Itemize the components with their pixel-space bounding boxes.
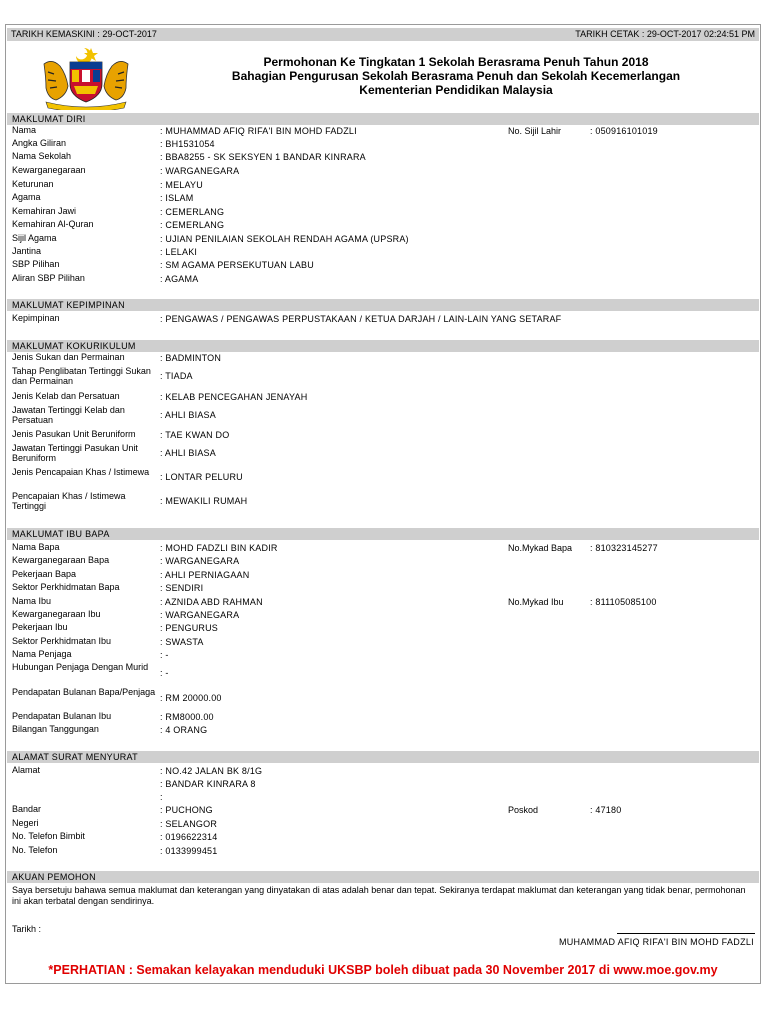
last-updated-date: TARIKH KEMASKINI : 29-OCT-2017 — [11, 29, 157, 39]
document-title — [150, 55, 762, 97]
section-header-diri: MAKLUMAT DIRI — [7, 113, 759, 125]
negeri-value: : SELANGOR — [160, 819, 218, 829]
ibubapa-field-label: Sektor Perkhidmatan Ibu — [12, 636, 112, 646]
diri-field-value: : CEMERLANG — [160, 207, 225, 217]
diri-field-value: : LELAKI — [160, 247, 198, 257]
tarikh-label: Tarikh : — [12, 924, 42, 934]
alamat-line-3: : — [160, 792, 163, 802]
ibubapa-field-value: : PENGURUS — [160, 623, 219, 633]
ibubapa-field-value: : AZNIDA ABD RAHMAN — [160, 597, 263, 607]
koku-field-label: Tahap Penglibatan Tertinggi Sukan dan Permainan — [12, 366, 151, 386]
signature-line — [617, 933, 755, 934]
ibubapa-field-value: : RM 20000.00 — [160, 693, 222, 703]
ibubapa-field-label: Pekerjaan Bapa — [12, 569, 77, 579]
print-date: TARIKH CETAK : 29-OCT-2017 02:24:51 PM — [575, 29, 755, 39]
ibubapa-field-label: Bilangan Tanggungan — [12, 724, 99, 734]
diri-field-value: : BH1531054 — [160, 139, 215, 149]
telefon-bimbit-label: No. Telefon Bimbit — [12, 831, 85, 841]
koku-field-label: Jenis Pencapaian Khas / Istimewa — [12, 467, 150, 477]
ibubapa-field-value: : WARGANEGARA — [160, 556, 240, 566]
koku-field-label: Jenis Pasukan Unit Beruniform — [12, 429, 136, 439]
diri-field-value: : CEMERLANG — [160, 220, 225, 230]
diri-field-value: : SM AGAMA PERSEKUTUAN LABU — [160, 260, 314, 270]
ibubapa-field-value: : RM8000.00 — [160, 712, 214, 722]
print-header-bar — [7, 28, 759, 41]
ibubapa-field-value: : SWASTA — [160, 637, 204, 647]
koku-field-label: Pencapaian Khas / Istimewa Tertinggi — [12, 491, 126, 511]
title-line-2: Bahagian Pengurusan Sekolah Berasrama Penuh dan Sekolah Kecemerlangan — [231, 69, 681, 83]
section-header-ibubapa: MAKLUMAT IBU BAPA — [7, 528, 759, 540]
diri-field-label: Nama — [12, 125, 37, 135]
koku-field-value: : TIADA — [160, 371, 193, 381]
notice-banner: *PERHATIAN : Semakan kelayakan menduduki UKSBP boleh dibuat pada 30 November 2017 di www.moe.gov.my — [48, 963, 718, 977]
diri-field-label: Nama Sekolah — [12, 151, 72, 161]
koku-field-value: : LONTAR PELURU — [160, 472, 243, 482]
diri-field-label: Kewarganegaraan — [12, 165, 86, 175]
negeri-label: Negeri — [12, 818, 39, 828]
ibubapa-field-label: Pendapatan Bulanan Ibu — [12, 711, 112, 721]
ibubapa-field-value: : MOHD FADZLI BIN KADIR — [160, 543, 278, 553]
malaysia-coat-of-arms-icon — [36, 46, 136, 110]
kepimpinan-label: Kepimpinan — [12, 313, 60, 323]
title-line-1: Permohonan Ke Tingkatan 1 Sekolah Berasrama Penuh Tahun 2018 — [263, 55, 649, 69]
alamat-line-2: : BANDAR KINRARA 8 — [160, 779, 256, 789]
telefon-value: : 0133999451 — [160, 846, 218, 856]
koku-field-label: Jenis Kelab dan Persatuan — [12, 391, 120, 401]
ibubapa-field-label: Nama Ibu — [12, 596, 52, 606]
poskod-value: : 47180 — [590, 805, 622, 815]
diri-field-value: : AGAMA — [160, 274, 199, 284]
ibubapa-field-value: : AHLI PERNIAGAAN — [160, 570, 250, 580]
ibubapa-field-label: Kewarganegaraan Ibu — [12, 609, 101, 619]
ibubapa-field-value: : WARGANEGARA — [160, 610, 240, 620]
bandar-value: : PUCHONG — [160, 805, 213, 815]
koku-field-value: : AHLI BIASA — [160, 410, 216, 420]
ibubapa-field-value: : 4 ORANG — [160, 725, 208, 735]
diri-field-value: : MUHAMMAD AFIQ RIFA'I BIN MOHD FADZLI — [160, 126, 357, 136]
ibubapa-field-value: : - — [160, 650, 169, 660]
kepimpinan-value: : PENGAWAS / PENGAWAS PERPUSTAKAAN / KETUA DARJAH / LAIN-LAIN YANG SETARAF — [160, 314, 562, 324]
koku-field-label: Jawatan Tertinggi Kelab dan Persatuan — [12, 405, 125, 425]
poskod-label: Poskod — [508, 805, 539, 815]
koku-field-label: Jenis Sukan dan Permainan — [12, 352, 125, 362]
sijil-lahir-value: : 050916101019 — [590, 126, 658, 136]
koku-field-value: : MEWAKILI RUMAH — [160, 496, 248, 506]
section-header-kokurikulum: MAKLUMAT KOKURIKULUM — [7, 340, 759, 352]
section-header-alamat: ALAMAT SURAT MENYURAT — [7, 751, 759, 763]
koku-field-value: : KELAB PENCEGAHAN JENAYAH — [160, 392, 308, 402]
ibubapa-field-label: Pendapatan Bulanan Bapa/Penjaga — [12, 687, 156, 697]
sijil-lahir-label: No. Sijil Lahir — [508, 126, 562, 136]
section-header-akuan: AKUAN PEMOHON — [7, 871, 759, 883]
diri-field-value: : UJIAN PENILAIAN SEKOLAH RENDAH AGAMA (UPSRA) — [160, 234, 409, 244]
diri-field-label: Kemahiran Jawi — [12, 206, 77, 216]
ibubapa-field-label: Kewarganegaraan Bapa — [12, 555, 110, 565]
declaration-text: Saya bersetuju bahawa semua maklumat dan keterangan yang dinyatakan di atas adalah benar dan tepat. Sekiranya terdapat maklumat dan keterangan yang tidak benar, permohonan ini akan terbatal dengan sendirinya. — [12, 885, 746, 906]
koku-field-value: : TAE KWAN DO — [160, 430, 230, 440]
koku-field-value: : BADMINTON — [160, 353, 222, 363]
section-header-kepimpinan: MAKLUMAT KEPIMPINAN — [7, 299, 759, 311]
diri-field-value: : BBA8255 - SK SEKSYEN 1 BANDAR KINRARA — [160, 152, 366, 162]
alamat-label: Alamat — [12, 765, 41, 775]
diri-field-label: SBP Pilihan — [12, 259, 60, 269]
ibubapa-field-label: Nama Penjaga — [12, 649, 72, 659]
ibubapa-field-label: Sektor Perkhidmatan Bapa — [12, 582, 120, 592]
diri-field-value: : MELAYU — [160, 180, 203, 190]
mykad-ibu-label: No.Mykad Ibu — [508, 597, 564, 607]
alamat-line-1: : NO.42 JALAN BK 8/1G — [160, 766, 263, 776]
diri-field-label: Kemahiran Al-Quran — [12, 219, 94, 229]
mykad-ibu-value: : 811105085100 — [590, 597, 657, 607]
signature-name: MUHAMMAD AFIQ RIFA'I BIN MOHD FADZLI — [558, 937, 754, 947]
bandar-label: Bandar — [12, 804, 42, 814]
ibubapa-field-value: : - — [160, 668, 169, 678]
diri-field-label: Jantina — [12, 246, 42, 256]
diri-field-label: Sijil Agama — [12, 233, 57, 243]
mykad-bapa-label: No.Mykad Bapa — [508, 543, 573, 553]
title-line-3: Kementerian Pendidikan Malaysia — [359, 83, 553, 97]
telefon-bimbit-value: : 0196622314 — [160, 832, 218, 842]
ibubapa-field-label: Nama Bapa — [12, 542, 60, 552]
diri-field-label: Keturunan — [12, 179, 54, 189]
diri-field-value: : WARGANEGARA — [160, 166, 240, 176]
telefon-label: No. Telefon — [12, 845, 58, 855]
mykad-bapa-value: : 810323145277 — [590, 543, 658, 553]
ibubapa-field-value: : SENDIRI — [160, 583, 204, 593]
diri-field-label: Agama — [12, 192, 41, 202]
ibubapa-field-label: Hubungan Penjaga Dengan Murid — [12, 662, 149, 672]
diri-field-label: Angka Giliran — [12, 138, 67, 148]
koku-field-label: Jawatan Tertinggi Pasukan Unit Beruniform — [12, 443, 138, 463]
diri-field-value: : ISLAM — [160, 193, 194, 203]
ibubapa-field-label: Pekerjaan Ibu — [12, 622, 68, 632]
diri-field-label: Aliran SBP Pilihan — [12, 273, 85, 283]
koku-field-value: : AHLI BIASA — [160, 448, 216, 458]
